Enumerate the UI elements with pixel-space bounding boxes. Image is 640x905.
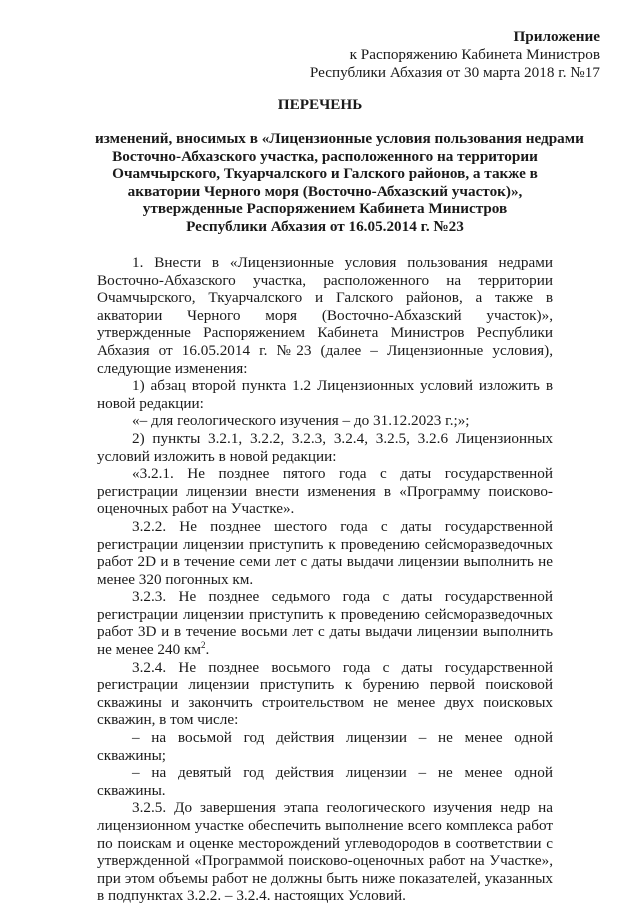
document-subheading: [95, 130, 584, 235]
subheading-line: акватории Черного моря (Восточно-Абхазский участок)»,: [127, 182, 523, 200]
paragraph-subitem-2: 2) пункты 3.2.1, 3.2.2, 3.2.3, 3.2.4, 3.2.5, 3.2.6 Лицензионных условий изложить в новой редакции:: [97, 429, 553, 465]
subheading-line: Республики Абхазия от 16.05.2014 г. №23: [186, 217, 464, 235]
paragraph-3-2-4: 3.2.4. Не позднее восьмого года с даты государственной регистрации лицензии приступить к бурению первой поисковой скважины и закончить строительством не менее двух поисковых скважин, в том числе:: [97, 658, 553, 729]
appendix-line-2: Республики Абхазия от 30 марта 2018 г. №17: [309, 64, 600, 81]
paragraph-subitem-1: 1) абзац второй пункта 1.2 Лицензионных условий изложить в новой редакции:: [97, 377, 553, 412]
appendix-title: Приложение: [513, 28, 600, 45]
appendix-header: [310, 28, 600, 82]
subheading-line: изменений, вносимых в «Лицензионные условия пользования недрами: [95, 130, 584, 147]
paragraph-3-2-2: 3.2.2. Не позднее шестого года с даты государственной регистрации лицензии приступить к проведению сейсморазведочных работ 2D и в течение семи лет с даты выдачи лицензии выполнить не менее 320 погонных км.: [97, 517, 553, 588]
document-heading: ПЕРЕЧЕНЬ: [277, 96, 363, 113]
paragraph-3-2-3: [97, 588, 553, 658]
paragraph-3-2-3-end: .: [205, 641, 210, 659]
superscript-2: 2: [201, 640, 206, 651]
paragraph-bullet-1: – на восьмой год действия лицензии – не менее одной скважины;: [97, 729, 553, 764]
paragraph-item-1: 1. Внести в «Лицензионные условия пользования недрами Восточно-Абхазского участка, расположенного на территории Очамчырского, Ткуарчалского и Галского районов, а также в акватории Черного моря (Восточно-Абхазский участок)», утвержденные Распоряжением Кабинета Министров Республики Абхазия от 16.05.2014 г. №23 (далее – Лицензионные условия), следующие изменения:: [97, 254, 553, 377]
paragraph-3-2-3-text: 3.2.3. Не позднее седьмого года с даты государственной регистрации лицензии приступить к проведению сейсморазведочных работ 3D и в течение восьми лет с даты выдачи лицензии выполнить не менее 240 км: [97, 588, 553, 659]
subheading-line: Очамчырского, Ткуарчалского и Галского районов, а также в: [112, 165, 538, 182]
paragraph-bullet-2: – на девятый год действия лицензии – не менее одной скважины.: [97, 764, 553, 799]
paragraph-3-2-1: «3.2.1. Не позднее пятого года с даты государственной регистрации лицензии внести изменения в «Программу поисково-оценочных работ на Участке».: [97, 465, 553, 518]
paragraph-3-2-5: 3.2.5. До завершения этапа геологического изучения недр на лицензионном участке обеспечить выполнение всего комплекса работ по поискам и оценке месторождений углеводородов в соответствии с утвержденной «Программой поисково-оценочных работ на Участке», при этом объемы работ не должны быть ниже показателей, указанных в подпунктах 3.2.2. – 3.2.4. настоящих Условий.: [97, 799, 553, 905]
document-body: [97, 254, 553, 905]
appendix-line-1: к Распоряжению Кабинета Министров: [349, 46, 600, 63]
paragraph-quote: «– для геологического изучения – до 31.12.2023 г.;»;: [132, 412, 470, 430]
subheading-line: утвержденные Распоряжением Кабинета Министров: [142, 200, 508, 217]
subheading-line: Восточно-Абхазского участка, расположенного на территории: [112, 147, 538, 165]
